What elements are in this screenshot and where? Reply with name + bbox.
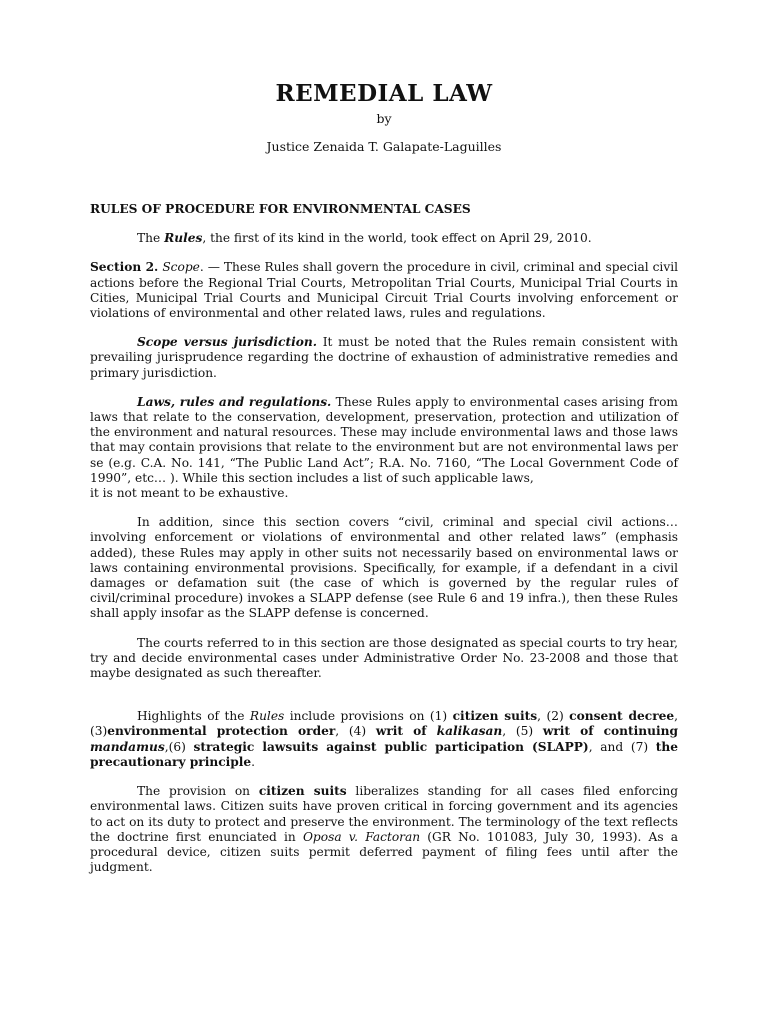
author-name: Justice Zenaida T. Galapate-Laguilles — [266, 139, 502, 154]
text-run: . — [251, 754, 256, 769]
paragraph-highlights — [90, 709, 678, 770]
text-run: . — These Rules shall govern the procedure in civil, criminal and special civil actions before the Regional Trial Courts, Metropolitan Trial Courts, Municipal Trial Courts in Cities, Municipal Trial Courts and Municipal Circuit Trial Courts involving enforcement or violations of environmental and other related laws, rules and regulations. — [90, 260, 679, 321]
text-run: , (4) — [335, 724, 376, 739]
text-run: , the first of its kind in the world, took effect on April 29, 2010. — [202, 231, 592, 246]
text-run: include provisions on (1) — [284, 709, 453, 724]
paragraph-laws-rules-regulations — [90, 395, 678, 486]
paragraph-section-2 — [90, 260, 678, 321]
subheading-scope-jurisdiction: Scope versus jurisdiction. — [137, 335, 317, 350]
text-run: , and (7) — [588, 739, 656, 754]
paragraph-in-addition: In addition, since this section covers “civil, criminal and special civil actions… involving enforcement or violations of environmental and other related laws” (emphasis added), these Rules may apply in other suits not necessarily based on environmental laws or laws containing environmental provisions. Specifically, for example, if a defendant in a civil damages or defamation suit (the case of which is governed by the regular rules of civil/criminal procedure) invokes a SLAPP defense (see Rule 6 and 19 infra.), then these Rules shall apply insofar as the SLAPP defense is concerned. — [90, 515, 678, 621]
text-run: , (5) — [502, 724, 543, 739]
highlight-consent-decree: consent decree — [569, 709, 675, 724]
paragraph-scope-vs-jurisdiction — [90, 335, 678, 381]
text-run: It must be noted that the Rules remain consistent with prevailing jurisprudence regarding the doctrine of exhaustion of administrative remedies and primary jurisdiction. — [90, 335, 678, 380]
case-name-oposa: Oposa v. Factoran — [302, 829, 421, 844]
highlight-mandamus: mandamus — [90, 739, 165, 754]
highlight-slapp: strategic lawsuits against public participation (SLAPP) — [193, 739, 589, 754]
text-run: The provision on — [137, 784, 259, 799]
subheading-laws-rules: Laws, rules and regulations. — [137, 394, 332, 409]
paragraph-courts-referred: The courts referred to in this section are those designated as special courts to try hear, try and decide environmental cases under Administrative Order No. 23-2008 and those that maybe designated as such thereafter. — [90, 635, 678, 681]
emphasis-rules: Rules — [164, 231, 203, 246]
paragraph-continuation: it is not meant to be exhaustive. — [90, 486, 289, 501]
document-title: REMEDIAL LAW — [275, 80, 493, 107]
text-run: (GR No. 101083, July 30, 1993). As a procedural device, citizen suits permit deferred payment of filing fees until after the judgment. — [90, 829, 679, 875]
text-run: ,(6) — [164, 739, 194, 754]
paragraph-citizen-suits — [90, 784, 678, 875]
section-title-scope: Scope — [162, 260, 200, 275]
text-run: Highlights of the — [137, 709, 250, 724]
emphasis-rules: Rules — [249, 709, 285, 724]
highlight-kalikasan: kalikasan — [436, 724, 503, 739]
paragraph-rules-effectivity — [90, 231, 678, 246]
byline: by — [376, 111, 392, 126]
highlight-citizen-suits: citizen suits — [452, 709, 538, 724]
text-run: liberalizes standing for all cases filed enforcing environmental laws. Citizen suits have proven critical in forcing government and its agencies to act on its duty to protect and preserve the environment. The terminology of the text reflects the doctrine first enunciated in — [90, 784, 679, 844]
highlight-writ-continuing: writ of continuing — [542, 724, 679, 739]
document-body — [90, 202, 678, 875]
highlight-writ-of: writ of — [375, 724, 437, 739]
text-run: These Rules apply to environmental cases arising from laws that relate to the conservation, development, preservation, protection and utilization of the environment and natural resources. These may include environmental laws and those laws that may contain provisions that relate to the environment but are not environmental laws per se (e.g. C.A. No. 141, “The Public Land Act”; R.A. No. 7160, “The Local Government Code of 1990”, etc… ). While this section includes a list of such applicable laws, — [90, 394, 678, 485]
highlight-precautionary: the precautionary principle — [90, 739, 678, 769]
text-run: , (3) — [90, 709, 678, 739]
section-heading: RULES OF PROCEDURE FOR ENVIRONMENTAL CASES — [90, 202, 471, 216]
emphasis-citizen-suits: citizen suits — [258, 784, 347, 799]
highlight-epo: environmental protection order — [107, 724, 336, 739]
text-run: , (2) — [537, 709, 570, 724]
section-label: Section 2. — [90, 260, 159, 275]
text-run: The — [137, 231, 165, 246]
